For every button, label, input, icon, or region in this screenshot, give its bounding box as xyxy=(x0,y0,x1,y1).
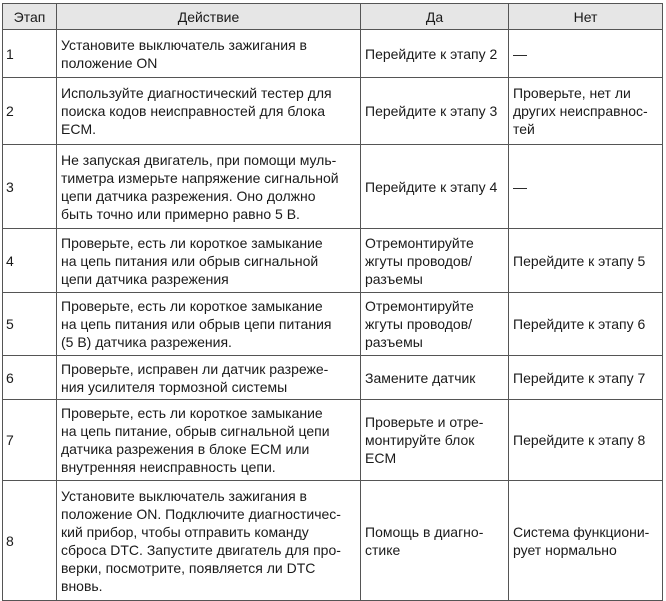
yes-text: Отремонтируйте жгуты проводов/ разъемы xyxy=(365,234,474,287)
action-text: Установите выключатель зажигания в положение ON. Подключите диагностичес- кий прибор, чтобы отправить команду сброса DTC. Запустите двигатель для про- верки, посмотрите, появляется ли DTC вновь. xyxy=(61,487,341,594)
header-row xyxy=(3,4,663,30)
yes-cell xyxy=(361,293,509,356)
no-cell xyxy=(509,30,663,78)
step-cell xyxy=(3,145,57,229)
step-cell xyxy=(3,30,57,78)
step-number: 5 xyxy=(6,316,14,332)
action-cell xyxy=(57,30,361,78)
table-body xyxy=(3,30,663,601)
yes-cell xyxy=(361,400,509,481)
yes-cell xyxy=(361,356,509,400)
action-text: Проверьте, исправен ли датчик разреже- ния усилителя тормозной системы xyxy=(61,360,329,395)
no-cell xyxy=(509,400,663,481)
step-number: 1 xyxy=(6,45,14,62)
diagnostic-table xyxy=(2,3,663,601)
action-text: Проверьте, есть ли короткое замыкание на цепь питание, обрыв сигнальной цепи датчика разрежения в блоке ECM или внутренняя неисправность цепи. xyxy=(61,405,330,475)
action-cell xyxy=(57,78,361,145)
yes-cell xyxy=(361,30,509,78)
no-cell xyxy=(509,356,663,400)
table-row xyxy=(3,481,663,601)
table-row xyxy=(3,400,663,481)
no-text: — xyxy=(513,178,527,195)
no-text: Перейдите к этапу 6 xyxy=(513,316,646,332)
header-step: Этап xyxy=(3,4,57,30)
table-row xyxy=(3,229,663,293)
no-text: Проверьте, нет ли других неисправнос- тей xyxy=(513,85,648,137)
no-cell xyxy=(509,481,663,601)
action-cell xyxy=(57,481,361,601)
header-action: Действие xyxy=(57,4,361,30)
yes-text: Проверьте и отре- монтируйте блок ECM xyxy=(365,414,484,466)
no-text: — xyxy=(513,45,527,62)
table-row xyxy=(3,145,663,229)
yes-cell xyxy=(361,78,509,145)
table-row xyxy=(3,356,663,400)
step-number: 7 xyxy=(6,432,14,448)
no-text: Перейдите к этапу 5 xyxy=(513,252,646,269)
yes-cell xyxy=(361,229,509,293)
table-row xyxy=(3,78,663,145)
no-cell xyxy=(509,78,663,145)
step-cell xyxy=(3,356,57,400)
yes-text: Перейдите к этапу 3 xyxy=(365,103,498,119)
action-text: Используйте диагностический тестер для поиска кодов неисправностей для блока ECM. xyxy=(61,85,332,137)
yes-text: Замените датчик xyxy=(365,369,476,386)
action-cell xyxy=(57,293,361,356)
step-cell xyxy=(3,78,57,145)
step-cell xyxy=(3,293,57,356)
step-number: 8 xyxy=(6,532,14,549)
table-row xyxy=(3,30,663,78)
table-row xyxy=(3,293,663,356)
action-cell xyxy=(57,145,361,229)
action-text: Проверьте, есть ли короткое замыкание на цепь питания или обрыв цепи питания (5 В) датчика разрежения. xyxy=(61,298,332,350)
yes-text: Перейдите к этапу 4 xyxy=(365,178,498,195)
step-number: 4 xyxy=(6,252,14,269)
header-no: Нет xyxy=(509,4,663,30)
no-cell xyxy=(509,293,663,356)
no-text: Перейдите к этапу 8 xyxy=(513,432,646,448)
no-cell xyxy=(509,145,663,229)
step-cell xyxy=(3,481,57,601)
step-number: 2 xyxy=(6,103,14,119)
action-text: Не запуская двигатель, при помощи муль- тиметра измерьте напряжение сигнальной цепи датчика разрежения. Оно должно быть точно или примерно равно 5 В. xyxy=(61,151,339,222)
no-text: Перейдите к этапу 7 xyxy=(513,369,646,386)
action-cell xyxy=(57,356,361,400)
step-number: 6 xyxy=(6,369,14,386)
yes-cell xyxy=(361,145,509,229)
step-cell xyxy=(3,229,57,293)
yes-text: Отремонтируйте жгуты проводов/ разъемы xyxy=(365,298,474,350)
step-cell xyxy=(3,400,57,481)
no-cell xyxy=(509,229,663,293)
action-cell xyxy=(57,400,361,481)
yes-text: Помощь в диагно- стике xyxy=(365,523,484,558)
action-text: Проверьте, есть ли короткое замыкание на цепь питания или обрыв сигнальной цепи датчика разрежения xyxy=(61,234,323,287)
yes-text: Перейдите к этапу 2 xyxy=(365,45,498,62)
no-text: Система функциони- рует нормально xyxy=(513,523,650,558)
header-yes: Да xyxy=(361,4,509,30)
step-number: 3 xyxy=(6,178,14,195)
table-header xyxy=(3,4,663,30)
action-text: Установите выключатель зажигания в положение ON xyxy=(61,36,307,71)
yes-cell xyxy=(361,481,509,601)
action-cell xyxy=(57,229,361,293)
